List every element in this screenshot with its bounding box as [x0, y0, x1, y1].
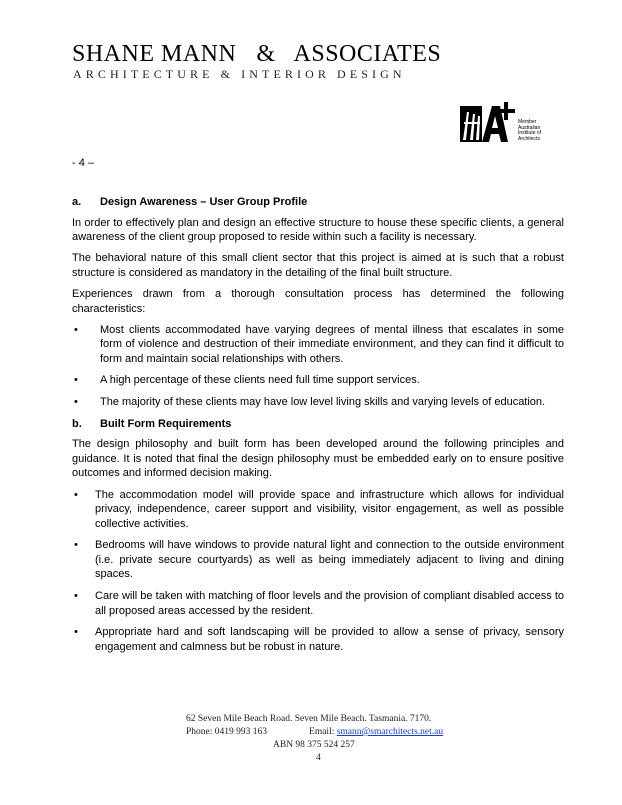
- firm-name-ampersand: &: [256, 41, 276, 67]
- firm-name-left: SHANE MANN: [72, 41, 237, 67]
- list-item: [72, 395, 564, 410]
- section-b-heading: [72, 417, 564, 432]
- section-b-bullet-list: [72, 488, 564, 655]
- aia-member-logo: [458, 100, 558, 148]
- list-item-text: Care will be taken with matching of floor levels and the provision of compliant disabled access to all proposed areas accessed by the resident.: [95, 590, 564, 617]
- bullet-icon: •: [74, 323, 78, 336]
- page-marker: - 4 –: [72, 157, 95, 169]
- section-b-letter: b.: [72, 417, 82, 430]
- footer-email-label: Email:: [309, 727, 335, 737]
- list-item: [72, 538, 564, 582]
- list-item-text: The accommodation model will provide space and infrastructure which allows for individual privacy, independence, career support and visibility, visitor engagement, as well as possible collective activities.: [95, 488, 564, 530]
- bullet-icon: •: [74, 396, 78, 409]
- bullet-icon: •: [74, 626, 78, 639]
- list-item-text: Most clients accommodated have varying degrees of mental illness that escalates in some form of violence and destruction of their immediate environment, and they can find it difficult to form and maintain social relationships with others.: [100, 323, 564, 365]
- aia-logo-icon: [458, 100, 518, 148]
- list-item: [72, 589, 564, 618]
- section-b-title: Built Form Requirements: [100, 417, 232, 430]
- firm-subtitle: ARCHITECTURE & INTERIOR DESIGN: [73, 67, 406, 81]
- document-body: [72, 195, 564, 661]
- list-item: [72, 373, 564, 388]
- aia-logo-text: Member Australian Institute of Architects: [518, 119, 542, 142]
- footer-email-link[interactable]: smann@smarchitects.net.au: [336, 727, 444, 737]
- list-item-text: The majority of these clients may have low level living skills and varying levels of education.: [100, 396, 546, 409]
- section-a-letter: a.: [72, 196, 82, 208]
- list-item-text: Bedrooms will have windows to provide natural light and connection to the outside environment (i.e. private secure courtyards) as well as being immediately adjacent to living and dining spaces.: [95, 539, 564, 581]
- list-item-text: A high percentage of these clients need full time support services.: [100, 374, 420, 387]
- list-item: [72, 625, 564, 654]
- bullet-icon: •: [74, 374, 78, 387]
- footer-page-number: 4: [316, 753, 321, 763]
- section-a-bullet-list: [72, 323, 564, 410]
- firm-name-right: ASSOCIATES: [293, 41, 442, 67]
- footer-address: 62 Seven Mile Beach Road. Seven Mile Beach. Tasmania. 7170.: [186, 714, 432, 724]
- list-item-text: Appropriate hard and soft landscaping will be provided to allow a sense of privacy, sensory engagement and calmness but be robust in nature.: [95, 626, 564, 653]
- footer-abn: ABN 98 375 524 257: [273, 740, 355, 750]
- list-item: [72, 488, 564, 532]
- section-a-title: Design Awareness – User Group Profile: [100, 196, 308, 208]
- paragraph: In order to effectively plan and design an effective structure to house these specific clients, a general awareness of the client group proposed to reside within such a facility is necessary.: [72, 216, 564, 244]
- section-a-heading: [72, 195, 564, 210]
- bullet-icon: •: [74, 590, 78, 603]
- firm-name: [72, 40, 441, 68]
- paragraph: Experiences drawn from a thorough consultation process has determined the following characteristics:: [72, 287, 564, 315]
- bullet-icon: •: [74, 539, 78, 552]
- footer-contact: [186, 726, 443, 739]
- bullet-icon: •: [74, 488, 78, 501]
- list-item: [72, 323, 564, 367]
- paragraph: The behavioral nature of this small client sector that this project is aimed at is such that a robust structure is considered as mandatory in the detailing of the final built structure.: [72, 252, 564, 279]
- paragraph: The design philosophy and built form has been developed around the following principles and guidance. It is noted that final the design philosophy must be embedded early on to ensure positive outcomes and informed decision making.: [72, 438, 564, 480]
- footer-phone: Phone: 0419 993 163: [186, 727, 268, 737]
